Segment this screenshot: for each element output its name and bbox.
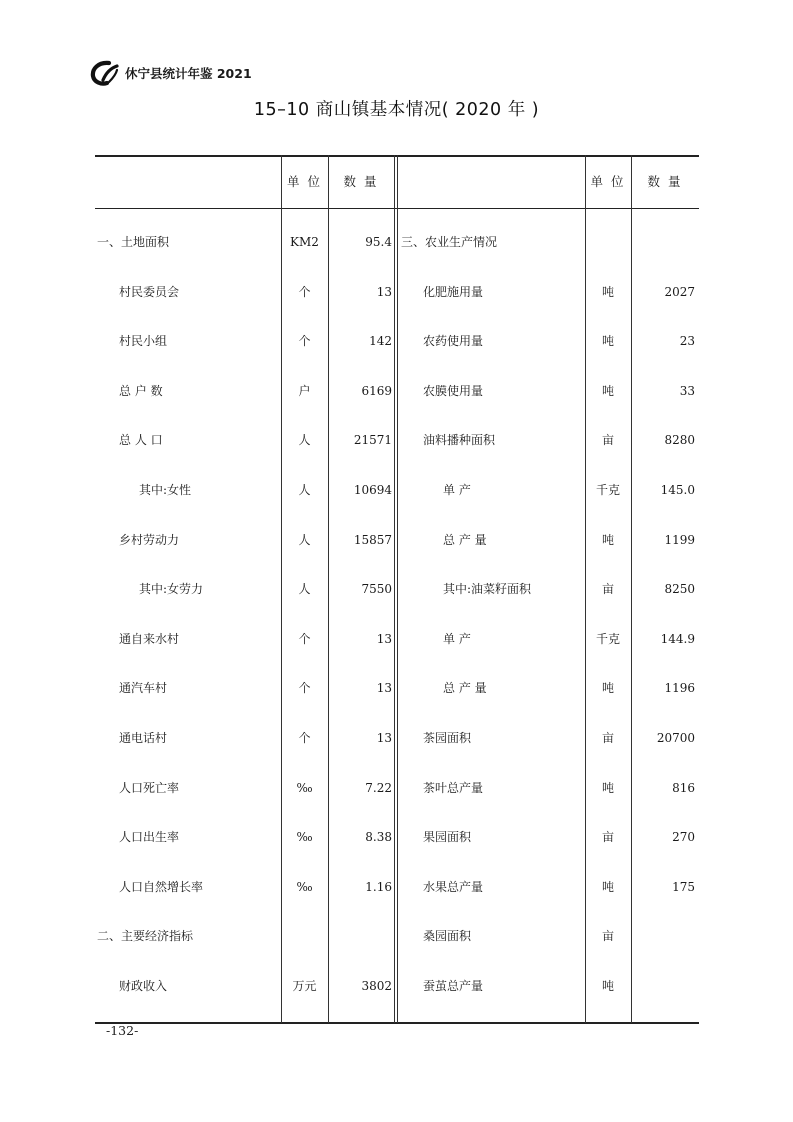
row-label-right: 其中:油菜籽面积	[443, 582, 532, 597]
table-row	[95, 974, 699, 998]
row-unit-right: 吨	[601, 681, 614, 696]
row-unit-left: ‰	[296, 879, 313, 894]
row-value-left: 10694	[353, 483, 392, 497]
row-unit-left: 个	[298, 334, 311, 349]
row-unit-right: 吨	[601, 284, 614, 299]
book-title: 休宁县统计年鉴 2021	[125, 66, 252, 81]
row-value-left: 7.22	[365, 780, 392, 795]
row-value-left: 13	[376, 731, 392, 745]
table-row	[95, 825, 699, 849]
row-value-left: 3802	[361, 979, 392, 993]
row-label-right: 蚕茧总产量	[423, 979, 484, 993]
row-label-right: 三、农业生产情况	[401, 235, 498, 249]
row-unit-left	[281, 924, 328, 948]
row-label-left: 通自来水村	[119, 631, 180, 646]
row-label-left: 总 户 数	[119, 383, 163, 398]
row-value-left: 6169	[361, 383, 392, 398]
table-row	[95, 924, 699, 948]
row-unit-right: 亩	[601, 830, 614, 845]
table-row	[95, 528, 699, 552]
row-unit-left: 人	[298, 532, 311, 547]
row-unit-right: 亩	[601, 582, 614, 597]
table-row	[95, 280, 699, 304]
table-row	[95, 428, 699, 452]
row-unit-left: ‰	[296, 780, 313, 795]
row-value-right: 8250	[664, 582, 695, 597]
header-value-left: 数 量	[343, 174, 379, 189]
row-unit-left: 户	[298, 383, 311, 398]
row-unit-left: ‰	[296, 830, 313, 845]
row-label-left: 二、主要经济指标	[97, 929, 194, 944]
row-label-right: 茶叶总产量	[423, 780, 484, 795]
row-unit-right: 吨	[601, 979, 614, 993]
table-row	[95, 726, 699, 750]
row-unit-left: KM2	[290, 235, 319, 249]
row-value-right: 1199	[664, 532, 695, 547]
table-row	[95, 379, 699, 403]
row-value-left: 15857	[353, 532, 392, 547]
row-label-right: 果园面积	[423, 830, 472, 845]
row-label-left: 通电话村	[119, 731, 168, 745]
row-value-right: 33	[679, 383, 695, 398]
row-unit-left: 个	[298, 731, 311, 745]
table-row	[95, 478, 699, 502]
row-label-right: 农膜使用量	[423, 383, 484, 398]
header-unit-right: 单 位	[590, 174, 626, 189]
row-unit-left: 个	[298, 284, 311, 299]
row-unit-right: 吨	[601, 780, 614, 795]
row-value-left: 142	[369, 334, 392, 349]
row-value-left: 7550	[361, 582, 392, 597]
table-row	[95, 230, 699, 254]
row-unit-right: 吨	[601, 532, 614, 547]
table-row	[95, 577, 699, 601]
row-label-right: 桑园面积	[423, 929, 472, 944]
row-unit-right: 亩	[601, 929, 614, 944]
row-unit-left: 人	[298, 483, 311, 497]
row-label-left: 总 人 口	[119, 433, 163, 448]
row-unit-right: 亩	[601, 731, 614, 745]
row-label-left: 村民委员会	[119, 284, 180, 299]
row-value-right: 816	[672, 780, 695, 795]
row-value-right: 8280	[664, 433, 695, 448]
row-unit-left: 个	[298, 631, 311, 646]
row-value-left: 8.38	[365, 830, 392, 845]
statistics-table	[95, 155, 699, 1023]
row-label-right: 化肥施用量	[423, 284, 484, 299]
row-label-right: 总 产 量	[443, 532, 487, 547]
row-value-left: 95.4	[365, 235, 392, 249]
row-value-right: 20700	[656, 731, 695, 745]
row-label-right: 油料播种面积	[423, 433, 496, 448]
row-value-right: 144.9	[660, 631, 695, 646]
table-row	[95, 329, 699, 353]
row-value-left: 13	[376, 681, 392, 696]
row-unit-right: 吨	[601, 334, 614, 349]
row-value-right: 2027	[664, 284, 695, 299]
row-unit-right: 千克	[595, 631, 620, 646]
table-row	[95, 676, 699, 700]
row-label-left: 一、土地面积	[97, 235, 170, 249]
header-value-right: 数 量	[647, 174, 683, 189]
row-unit-right	[585, 230, 631, 254]
row-label-right: 单 产	[443, 483, 471, 497]
running-header	[90, 60, 252, 86]
row-label-left: 其中:女性	[139, 483, 192, 497]
row-value-right	[631, 924, 695, 948]
row-value-left: 21571	[353, 433, 392, 448]
row-unit-right: 千克	[595, 483, 620, 497]
table-row	[95, 875, 699, 899]
table-row	[95, 627, 699, 651]
row-label-left: 人口自然增长率	[119, 879, 204, 894]
row-value-right: 270	[672, 830, 695, 845]
row-label-right: 单 产	[443, 631, 471, 646]
row-label-right: 总 产 量	[443, 681, 487, 696]
row-value-right: 23	[679, 334, 695, 349]
row-unit-right: 吨	[601, 383, 614, 398]
row-value-right	[631, 230, 695, 254]
row-label-left: 其中:女劳力	[139, 582, 204, 597]
row-label-left: 村民小组	[119, 334, 168, 349]
row-unit-left: 个	[298, 681, 311, 696]
row-label-right: 茶园面积	[423, 731, 472, 745]
header-unit-left: 单 位	[287, 174, 322, 189]
row-value-left	[328, 924, 392, 948]
row-value-right: 175	[672, 879, 695, 894]
row-value-left: 13	[376, 631, 392, 646]
row-label-right: 农药使用量	[423, 334, 484, 349]
row-unit-right: 亩	[601, 433, 614, 448]
table-row	[95, 776, 699, 800]
row-label-left: 人口出生率	[119, 830, 180, 845]
row-unit-left: 人	[298, 582, 311, 597]
row-value-left: 13	[376, 284, 392, 299]
row-unit-left: 万元	[292, 979, 317, 993]
row-value-right: 145.0	[660, 483, 695, 497]
page-number: -132-	[106, 1023, 139, 1038]
row-label-left: 乡村劳动力	[119, 532, 180, 547]
row-value-left: 1.16	[365, 879, 392, 894]
row-value-right: 1196	[664, 681, 695, 696]
row-label-left: 通汽车村	[119, 681, 168, 696]
yearbook-logo-icon	[90, 60, 120, 86]
page-title: 15–10 商山镇基本情况( 2020 年 )	[253, 100, 540, 120]
row-unit-left: 人	[298, 433, 311, 448]
row-label-left: 人口死亡率	[119, 780, 180, 795]
row-value-right	[631, 974, 695, 998]
row-label-right: 水果总产量	[423, 879, 484, 894]
row-unit-right: 吨	[601, 879, 614, 894]
row-label-left: 财政收入	[119, 979, 168, 993]
